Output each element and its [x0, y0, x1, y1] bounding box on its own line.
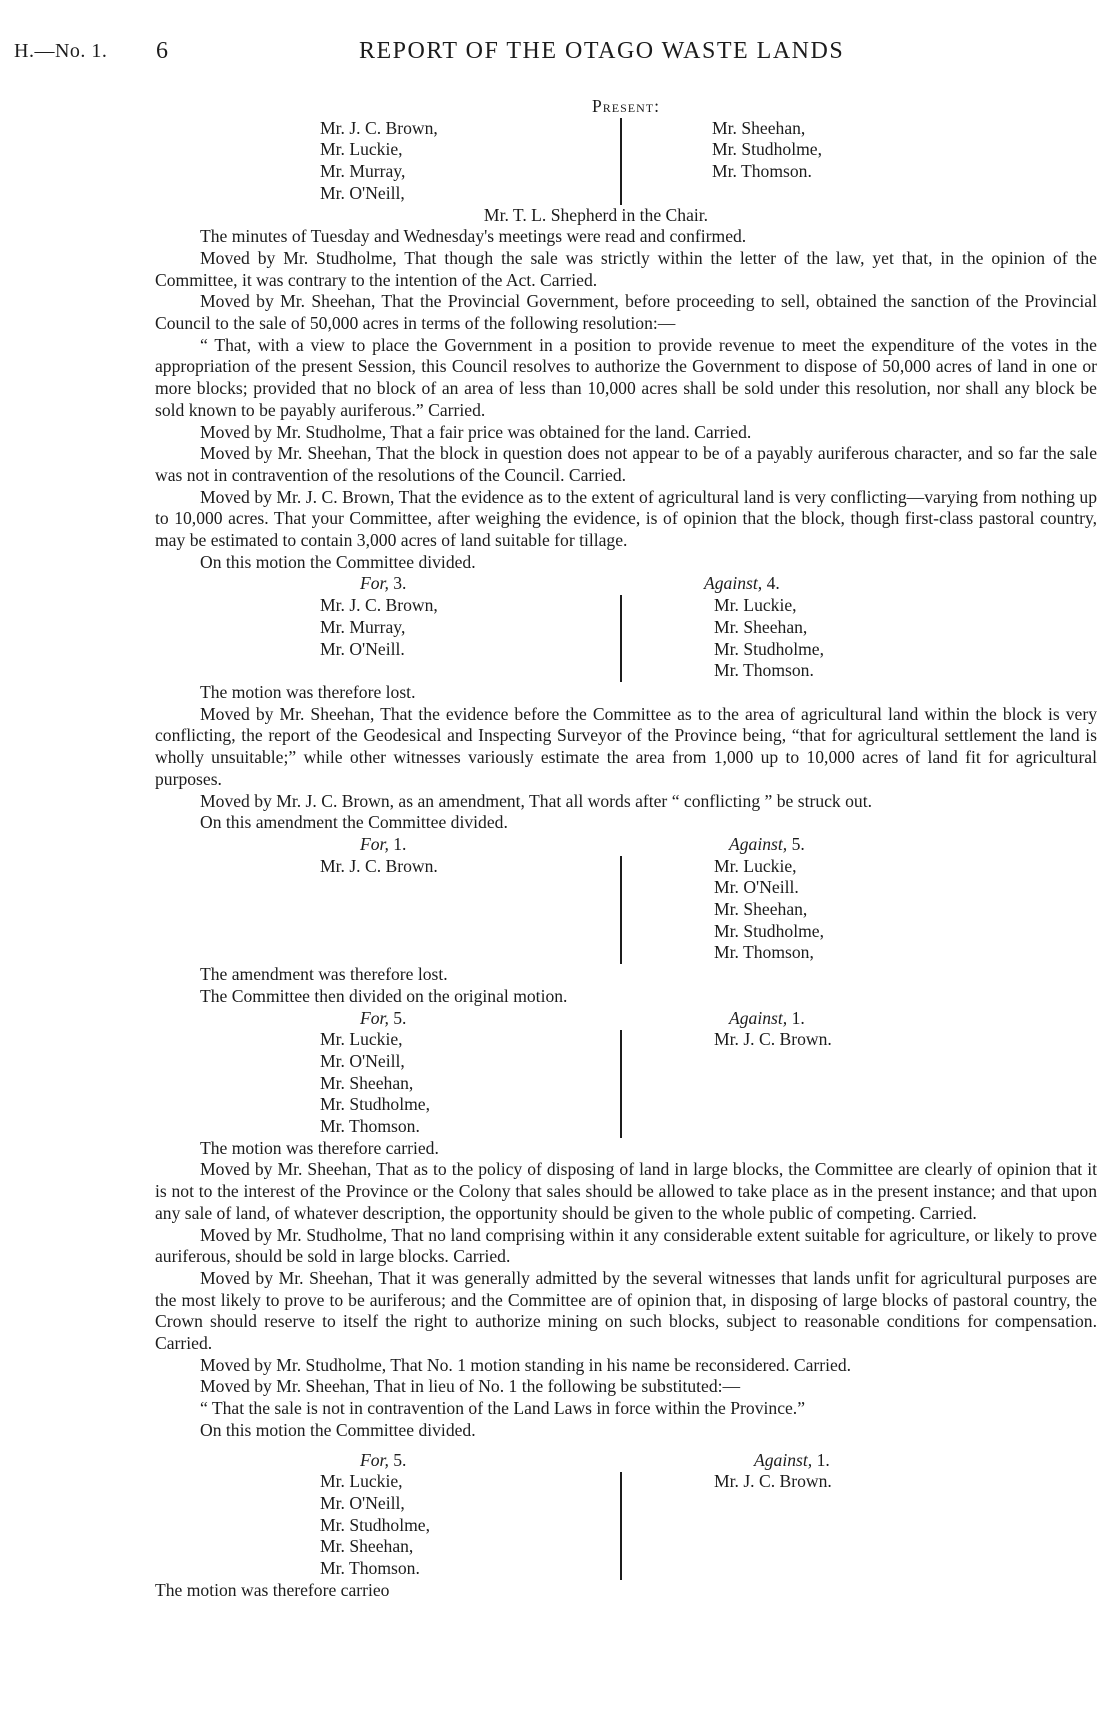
division-for: For, 3. Mr. J. C. Brown, Mr. Murray, Mr. O'Neill. — [320, 573, 620, 682]
paragraph: Moved by Mr. Sheehan, That in lieu of No. 1 the following be substituted:— — [200, 1376, 741, 1397]
attendee: Mr. Murray, — [320, 161, 406, 182]
paragraph: Moved by Mr. J. C. Brown, as an amendment, That all words after “ conflicting ” be struck out. — [200, 790, 872, 811]
division-against: Against, 1. Mr. J. C. Brown. — [714, 1449, 832, 1492]
voter: Mr. Studholme, — [714, 920, 824, 941]
division-for: For, 5. Mr. Luckie, Mr. O'Neill, Mr. Studholme, Mr. Sheehan, Mr. Thomson. — [320, 1450, 620, 1580]
voter: Mr. Luckie, — [714, 855, 797, 876]
attendance-left — [320, 118, 620, 205]
attendance-right — [622, 118, 822, 205]
chair-line: Mr. T. L. Shepherd in the Chair. — [483, 204, 709, 225]
voter: Mr. J. C. Brown. — [320, 855, 438, 876]
division-1 — [320, 573, 1097, 682]
paragraph: Moved by Mr. Sheehan, That as to the policy of disposing of land in large blocks, the Committee are clearly of opinion that it is not to the interest of the Province or the Colony that sales should be allowed to take place as in the present instance; and that upon any sale of land, of whatever description, the opportunity should be given to the whole public of competing. Carried. — [155, 1159, 1097, 1223]
present-heading: Present: — [591, 96, 660, 116]
attendee: Mr. J. C. Brown, — [320, 117, 438, 138]
paragraph: Moved by Mr. Studholme, That a fair price was obtained for the land. Carried. — [200, 421, 752, 442]
page-header — [14, 38, 1084, 68]
paragraph: Moved by Mr. Sheehan, That the Provincial Government, before proceeding to sell, obtained the sanction of the Provincial Council to the sale of 50,000 acres in terms of the following resolution:— — [155, 291, 1097, 334]
division-against: Against, 5. Mr. Luckie, Mr. O'Neill. Mr. Sheehan, Mr. Studholme, Mr. Thomson, — [714, 833, 824, 963]
page-number: 6 — [156, 38, 168, 64]
attendee: Mr. O'Neill, — [320, 182, 405, 203]
paragraph: The motion was therefore carried. — [200, 1137, 439, 1158]
paragraph: Moved by Mr. Studholme, That No. 1 motion standing in his name be reconsidered. Carried. — [200, 1354, 852, 1375]
voter: Mr. O'Neill. — [320, 638, 405, 659]
paragraph: Moved by Mr. Sheehan, That the evidence before the Committee as to the area of agricultural land within the block is very conflicting, the report of the Geodesical and Inspecting Surveyor of the Province being, “that for agricultural settlement the land is wholly unsuitable;” while other witnesses variously estimate the area from 1,000 up to 10,000 acres of land fit for agricultural purposes. — [155, 703, 1097, 789]
voter: Mr. O'Neill, — [320, 1493, 405, 1513]
division-against: Against, 1. Mr. J. C. Brown. — [714, 1007, 832, 1050]
paragraph: Moved by Mr. J. C. Brown, That the evidence as to the extent of agricultural land is very conflicting—varying from nothing up to 10,000 acres. That your Committee, after weighing the evidence, is of opinion that the block, though first-class pastoral country, may be estimated to contain 3,000 acres of land suitable for tillage. — [155, 486, 1097, 551]
running-title: REPORT OF THE OTAGO WASTE LANDS — [359, 38, 845, 64]
paragraph: On this motion the Committee divided. — [200, 551, 476, 572]
quoted-resolution: “ That, with a view to place the Government in a position to provide revenue to meet the expenditure of the votes in the appropriation of the present Session, this Council resolves to authorize the Government to dispose of 50,000 acres of land in one or more blocks; provided that no block of an area of less than 10,000 acres shall be sold under this resolution, nor shall any block be sold known to be payably auriferous.” Carried. — [155, 334, 1097, 420]
paragraph: Moved by Mr. Studholme, That no land comprising within it any considerable extent suitable for agriculture, or likely to prove auriferous, should be sold in large blocks. Carried. — [155, 1224, 1097, 1267]
report-body — [155, 96, 1097, 1602]
paragraph: The motion was therefore carrieo — [155, 1579, 390, 1600]
voter: Mr. Thomson. — [320, 1116, 420, 1137]
paper-reference: H.—No. 1. — [14, 40, 108, 62]
voter: Mr. Thomson. — [714, 660, 814, 681]
division-4 — [320, 1450, 1097, 1580]
paragraph: The minutes of Tuesday and Wednesday's meetings were read and confirmed. — [200, 226, 747, 247]
attendee: Mr. Thomson. — [712, 161, 812, 182]
attendance-list — [320, 118, 1097, 205]
paragraph: Moved by Mr. Sheehan, That it was generally admitted by the several witnesses that lands unfit for agricultural purposes are the most likely to prove to be auriferous; and the Committee are of opinion that, in disposing of large blocks of pastoral country, the Crown should reserve to itself the right to authorize mining on such blocks, subject to reasonable conditions for compensation. Carried. — [155, 1267, 1097, 1354]
voter: Mr. Sheehan, — [714, 616, 808, 637]
voter: Mr. Studholme, — [714, 638, 824, 659]
attendee: Mr. Luckie, — [320, 139, 403, 160]
attendee: Mr. Sheehan, — [712, 117, 806, 138]
division-against: Against, 4. Mr. Luckie, Mr. Sheehan, Mr. Studholme, Mr. Thomson. — [704, 573, 824, 681]
voter: Mr. Sheehan, — [320, 1536, 414, 1557]
voter: Mr. Sheehan, — [714, 899, 808, 920]
division-2 — [320, 834, 1097, 964]
paragraph: The Committee then divided on the original motion. — [200, 985, 568, 1006]
paragraph: The motion was therefore lost. — [200, 681, 416, 702]
voter: Mr. Sheehan, — [320, 1072, 414, 1093]
division-for: For, 5. Mr. Luckie, Mr. O'Neill, Mr. Sheehan, Mr. Studholme, Mr. Thomson. — [320, 1008, 620, 1138]
voter: Mr. J. C. Brown. — [714, 1029, 832, 1050]
voter: Mr. Luckie, — [320, 1029, 403, 1050]
voter: Mr. J. C. Brown, — [320, 595, 438, 616]
paragraph: Moved by Mr. Studholme, That though the sale was strictly within the letter of the law, yet that, in the opinion of the Committee, it was contrary to the intention of the Act. Carried. — [155, 247, 1097, 290]
attendee: Mr. Studholme, — [712, 139, 822, 160]
paragraph: On this amendment the Committee divided. — [200, 812, 508, 833]
voter: Mr. O'Neill, — [320, 1050, 405, 1071]
voter: Mr. Luckie, — [714, 595, 797, 616]
voter: Mr. J. C. Brown. — [714, 1471, 832, 1492]
paragraph: Moved by Mr. Sheehan, That the block in question does not appear to be of a payably auriferous character, and so far the sale was not in contravention of the resolutions of the Council. Carried. — [155, 443, 1097, 485]
voter: Mr. Studholme, — [320, 1094, 430, 1115]
voter: Mr. Luckie, — [320, 1471, 403, 1492]
voter: Mr. Thomson. — [320, 1558, 420, 1579]
division-3 — [320, 1008, 1097, 1138]
quoted-resolution: “ That the sale is not in contravention of the Land Laws in force within the Province.” — [200, 1398, 806, 1419]
voter: Mr. Murray, — [320, 616, 406, 637]
voter: Mr. O'Neill. — [714, 877, 799, 898]
division-for: For, 1. Mr. J. C. Brown. — [320, 834, 620, 964]
paragraph: On this motion the Committee divided. — [200, 1419, 476, 1440]
paragraph: The amendment was therefore lost. — [200, 964, 448, 985]
voter: Mr. Studholme, — [320, 1514, 430, 1535]
voter: Mr. Thomson, — [714, 942, 814, 963]
